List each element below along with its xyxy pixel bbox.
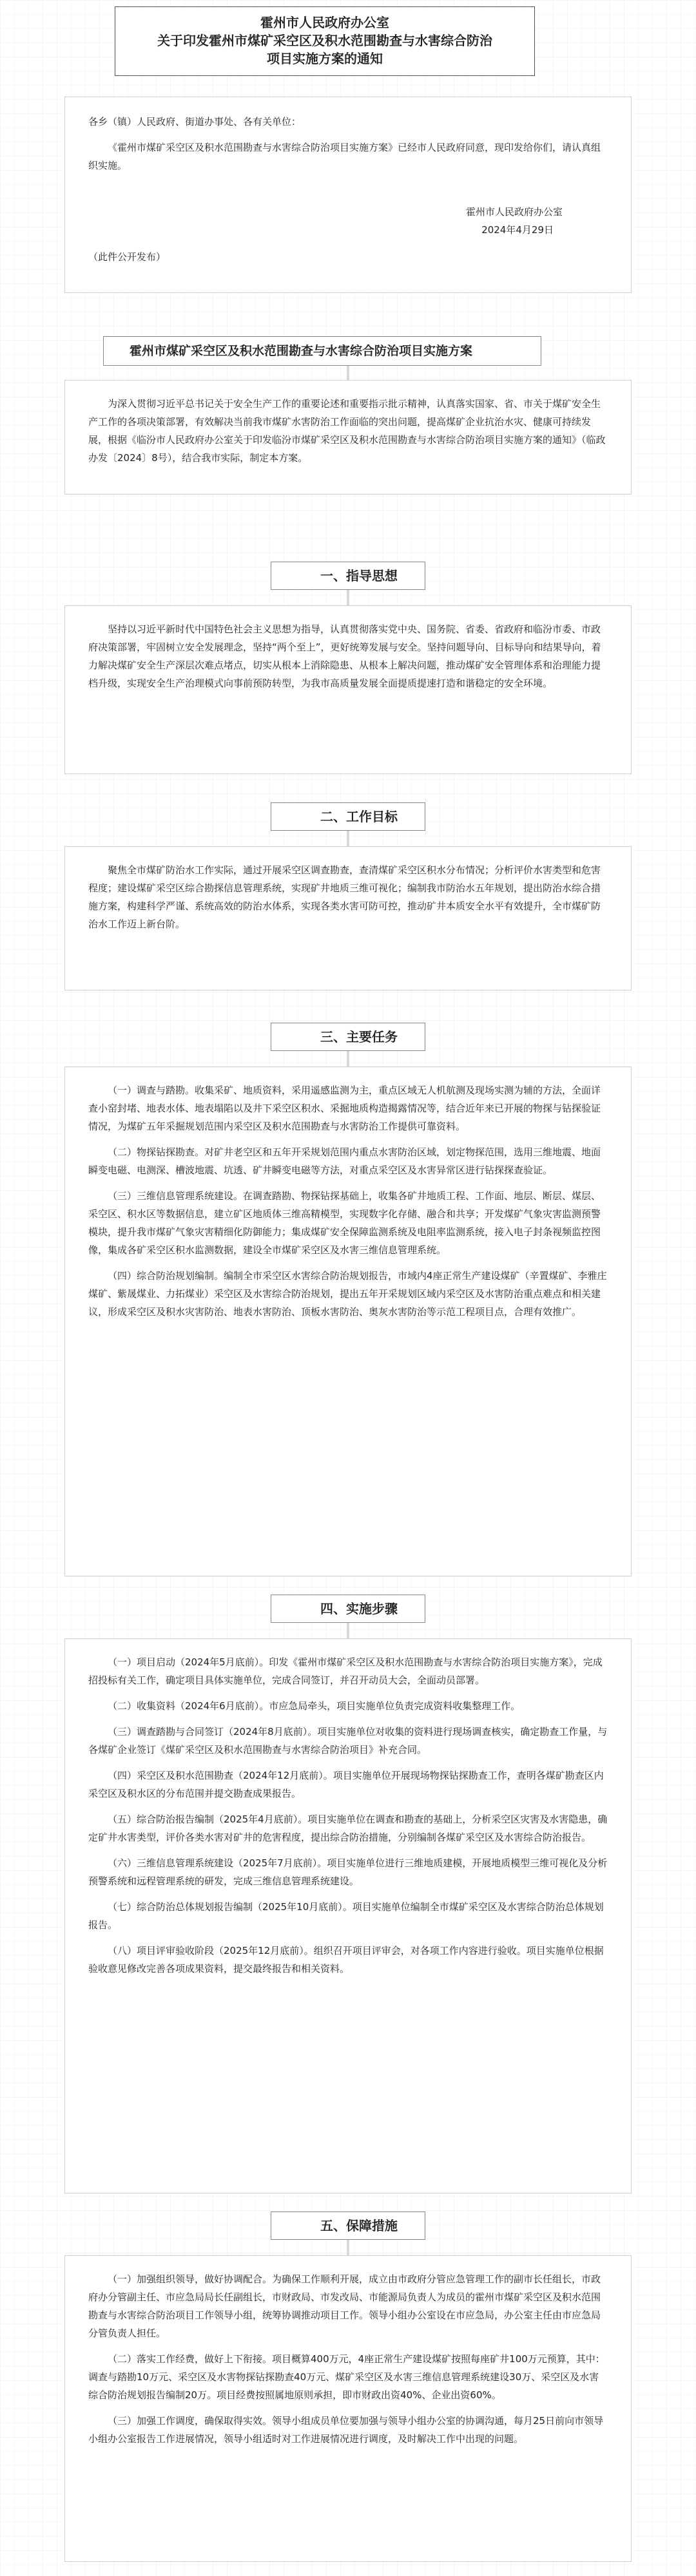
notice-title-line3: 项目实施方案的通知 bbox=[267, 51, 383, 66]
section3-body bbox=[64, 1066, 632, 1577]
notice-text: 《霍州市煤矿采空区及积水范围勘查与水害综合防治项目实施方案》已经市人民政府同意，现印发给你们，请认真组织实施。 bbox=[88, 142, 601, 171]
section2-paragraph: 聚焦全市煤矿防治水工作实际，通过开展采空区调查勘查，查清煤矿采空区积水分布情况；分析评价水害类型和危害程度；建设煤矿采空区综合勘探信息管理系统，实现矿井地质三维可视化；编制我市防治水五年规划，提出防治水综合措施方案，构建科学严谨、系统高效的防治水体系，实现各类水害可防可控，推动矿井本质安全水平有效提升，全市煤矿防治水工作迈上新台阶。 bbox=[88, 864, 601, 930]
notice-date: 2024年4月29日 bbox=[481, 224, 554, 236]
section1-title: 一、指导思想 bbox=[271, 562, 425, 590]
section4-paragraph: （二）收集资料（2024年6月底前）。市应急局牵头，项目实施单位负责完成资料收集整理工作。 bbox=[108, 1700, 521, 1712]
section2-body bbox=[64, 846, 632, 990]
section5-paragraph: （一）加强组织领导，做好协调配合。为确保工作顺利开展，成立由市政府分管应急管理工作的副市长任组长，市政府办分管副主任、市应急局局长任副组长，市财政局、市发改局、市能源局负责人为成员的霍州市煤矿采空区及积水范围勘查与水害综合防治项目工作领导小组，统筹协调推动项目工作。领导小组办公室设在市应急局，办公室主任由市应急局分管负责人担任。 bbox=[88, 2273, 601, 2339]
section3-paragraph: （四）综合防治规划编制。编制全市采空区水害综合防治规划报告，市域内4座正常生产建设煤矿（辛置煤矿、李雅庄煤矿、紫晟煤业、力拓煤业）采空区及水害综合防治规划，提出五年开采规划区域内采空区及水害防治重点难点和相关建议，形成采空区及积水灾害防治、地表水害防治、顶板水害防治、奥灰水害防治等示范工程项目点，合理有效推广。 bbox=[88, 1270, 607, 1318]
section3-title: 三、主要任务 bbox=[271, 1023, 425, 1051]
notice-title-line1: 霍州市人民政府办公室 bbox=[260, 15, 389, 30]
plan-intro bbox=[64, 380, 632, 495]
section3-paragraph: （一）调查与踏勘。收集采矿、地质资料，采用遥感监测为主，重点区域无人机航测及现场实测为辅的方法，全面详查小窑封堵、地表水体、地表塌陷以及井下采空区积水、采掘地质构造揭露情况等，结合近年来已开展的物探与钻探验证情况，为煤矿五年采掘规划范围内采空区及积水范围勘查与水害防治工作提供可靠资料。 bbox=[88, 1084, 601, 1132]
section1-paragraph: 坚持以习近平新时代中国特色社会主义思想为指导，认真贯彻落实党中央、国务院、省委、省政府和临汾市委、市政府决策部署，牢固树立安全发展理念，坚持“两个至上”，更好统筹发展与安全。坚持问题导向、目标导向和结果导向，着力解决煤矿安全生产深层次难点堵点，切实从根本上消除隐患、从根本上解决问题，推动煤矿安全管理体系和治理能力提档升级，实现安全生产治理模式向事前预防转型，为我市高质量发展全面提质提速打造和谐稳定的安全环境。 bbox=[88, 623, 601, 689]
section5-title: 五、保障措施 bbox=[271, 2211, 425, 2240]
notice-salutation: 各乡（镇）人民政府、街道办事处、各有关单位： bbox=[88, 116, 302, 128]
section4-body bbox=[64, 1638, 632, 2193]
section4-paragraph: （六）三维信息管理系统建设（2025年7月底前）。项目实施单位进行三维地质建模，开展地质模型三维可视化及分析预警系统和远程管理系统的研发，完成三维信息管理系统建设。 bbox=[88, 1857, 608, 1887]
section4-paragraph: （七）综合防治总体规划报告编制（2025年10月底前）。项目实施单位编制全市煤矿采空区及水害综合防治总体规划报告。 bbox=[88, 1901, 604, 1931]
section4-paragraph: （三）调查踏勘与合同签订（2024年8月底前）。项目实施单位对收集的资料进行现场调查核实，确定勘查工作量，与各煤矿企业签订《煤矿采空区及积水范围勘查与水害综合防治项目》补充合同。 bbox=[88, 1726, 608, 1756]
section4-paragraph: （四）采空区及积水范围勘查（2024年12月底前）。项目实施单位开展现场物探钻探勘查工作，查明各煤矿勘查区内采空区及积水区的分布范围并提交勘查成果报告。 bbox=[88, 1770, 604, 1799]
connector-line bbox=[347, 831, 349, 846]
section3-paragraph: （二）物探钻探勘查。对矿井老空区和五年开采规划范围内重点水害防治区域，划定物探范围，选用三维地震、地面瞬变电磁、电测深、槽波地震、坑透、矿井瞬变电磁等方法，对重点采空区及水害异常区进行钻探探查验证。 bbox=[88, 1146, 601, 1176]
section5-paragraph: （三）加强工作调度，确保取得实效。领导小组成员单位要加强与领导小组办公室的协调沟通，每月25日前向市领导小组办公室报告工作进展情况，领导小组适时对工作进展情况进行调度，及时解决工作中出现的问题。 bbox=[88, 2415, 604, 2445]
section3-paragraph: （三）三维信息管理系统建设。在调查踏勘、物探钻探基础上，收集各矿井地质工程、工作面、地层、断层、煤层、采空区、积水区等数据信息，建立矿区地质体三维高精模型，实现数字化存储、融合和共享；开发煤矿气象灾害监测预警模块，提升我市煤矿气象灾害精细化防御能力；集成煤矿安全保障监测系统及电阻率监测系统，接入电子封条视频监控图像，集成各矿采空区积水监测数据，建设全市煤矿采空区及水害三维信息管理系统。 bbox=[88, 1190, 601, 1256]
notice-issuer: 霍州市人民政府办公室 bbox=[465, 206, 563, 218]
connector-line bbox=[347, 1623, 349, 1638]
notice-body bbox=[64, 97, 632, 293]
section4-paragraph: （八）项目评审验收阶段（2025年12月底前）。组织召开项目评审会，对各项工作内容进行验收。项目实施单位根据验收意见修改完善各项成果资料，提交最终报告和相关资料。 bbox=[88, 1945, 604, 1975]
section4-paragraph: （一）项目启动（2024年5月底前）。印发《霍州市煤矿采空区及积水范围勘查与水害综合防治项目实施方案》，完成招投标有关工作，确定项目具体实施单位，完成合同签订，并召开动员大会，全面动员部署。 bbox=[88, 1656, 603, 1686]
section4-paragraph: （五）综合防治报告编制（2025年4月底前）。项目实施单位在调查和勘查的基础上，分析采空区灾害及水害隐患，确定矿井水害类型，评价各类水害对矿井的危害程度，提出综合防治措施，分别编制各煤矿采空区及水害综合防治报告。 bbox=[88, 1814, 608, 1843]
section1-body bbox=[64, 605, 632, 774]
section5-body bbox=[64, 2255, 632, 2562]
notice-title-box bbox=[115, 6, 535, 76]
connector-line bbox=[347, 1051, 349, 1066]
section2-title: 二、工作目标 bbox=[271, 802, 425, 831]
section4-title: 四、实施步骤 bbox=[271, 1595, 425, 1623]
notice-note: （此件公开发布） bbox=[88, 251, 166, 263]
plan-intro-text: 为深入贯彻习近平总书记关于安全生产工作的重要论述和重要指示批示精神，认真落实国家、省、市关于煤矿安全生产工作的各项决策部署，有效解决当前我市煤矿水害防治工作面临的突出问题，提高煤矿企业抗治水灾、健康可持续发展，根据《临汾市人民政府办公室关于印发临汾市煤矿采空区及积水范围勘查与水害综合防治项目实施方案的通知》（临政办发〔2024〕8号），结合我市实际，制定本方案。 bbox=[88, 398, 606, 464]
plan-title: 霍州市煤矿采空区及积水范围勘查与水害综合防治项目实施方案 bbox=[103, 336, 541, 366]
connector-line bbox=[347, 2240, 349, 2255]
connector-line bbox=[347, 366, 349, 380]
notice-title-line2: 关于印发霍州市煤矿采空区及积水范围勘查与水害综合防治 bbox=[157, 33, 492, 48]
section5-paragraph: （二）落实工作经费，做好上下衔接。项目概算400万元，4座正常生产建设煤矿按照每座矿井100万元预算，其中：调查与踏勘10万元、采空区及水害物探钻探勘查40万元、煤矿采空区及水害三维信息管理系统建设30万、采空区及水害综合防治规划报告编制20万。项目经费按照属地原则承担，即市财政出资40%、企业出资60%。 bbox=[88, 2353, 605, 2401]
connector-line bbox=[347, 590, 349, 605]
